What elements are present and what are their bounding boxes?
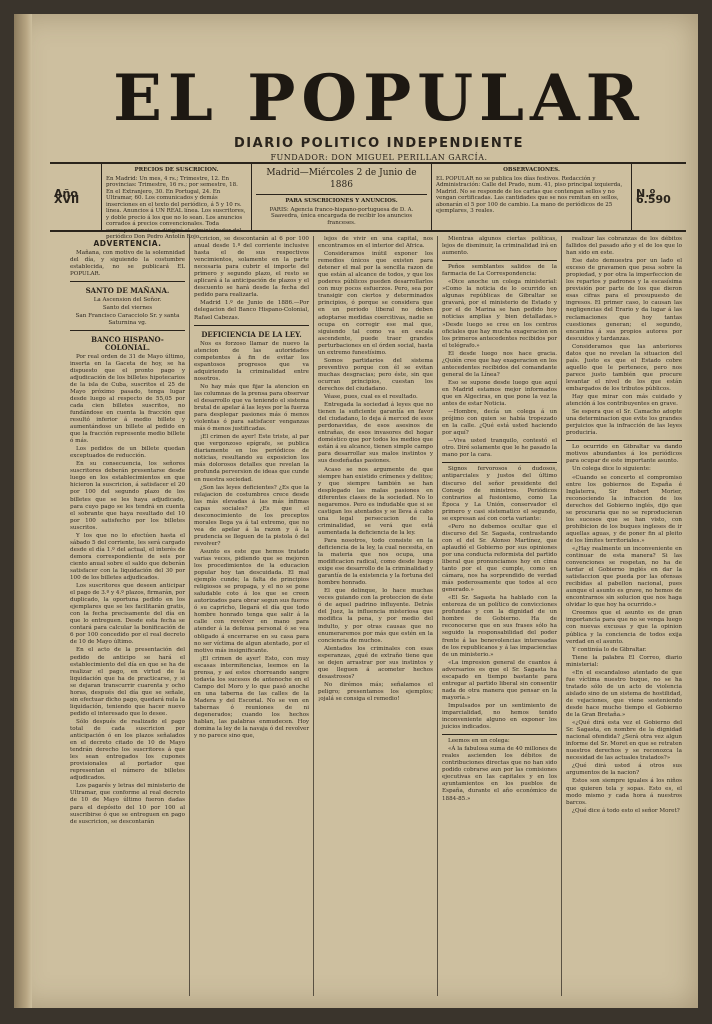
column-2	[190, 236, 314, 996]
article-paragraph: Para nosotros, todo consiste en la deficiencia de la ley, la cual necesita, en la materia que nos ocupa, una modificacion radical, como desde luego exige ese desarrollo de la criminalidad y garantía de la existencia y la fortuna del hombre honrado.	[318, 537, 433, 587]
agency-text: PARIS: Agencia franco-hispano-portuguesa de D. A. Saavedra, única encargada de recibir los anuncios franceses.	[269, 206, 414, 226]
article-paragraph: realizar las cobranzas de los débitos fallidos del pasado año y el de los que lo han sido en este.	[566, 236, 682, 257]
article-paragraph: Consideramos que las anteriores datos que no revelan la situacion del país. Justo es que el Estado cobre aquello que le pertenece, pero nos parece justo también que procure levantar el nivel de los que están embargados de los tributos públicos.	[566, 343, 682, 392]
article-paragraph: Alentados los criminales con esas esperanzas, ¿qué de extraño tiene que se dejen arrastrar por sus instintos y que lleguen á acometer hechos desastrosos?	[318, 645, 433, 680]
column-rule	[566, 440, 682, 441]
article-paragraph: «¿Hay realmente un inconveniente en continuar de esta manera? Si las convenciones se respetan, no ha de tardar el Gobierno inglés en dar la satisfaccion que pueda por las ofensas recibidas al pabellon nacional, pues aunque el asunto es grave, no hemos de encontrarnos sin solucion que nos haga olvidar lo que hoy ha ocurrido.»	[566, 545, 682, 609]
article-paragraph: El que delinque, lo hace muchas veces guiando con la proteccion de éste ó de aquel padrino influyente. Detrás del Juez, la influencia misteriosa que modifica la pena, y por medio del indulto, y por otras causas que no enumeraremos por más que estén en la conciencia de muchos.	[318, 588, 433, 644]
column-3	[314, 236, 438, 996]
article-paragraph: «¿Qué dirá esta vez el Gobierno del Sr. Sagasta, en nombre de la dignidad nacional ofendida? ¿Será otra vez algun informe del Sr. Moret en que se retraten nuestros derechos y se reconozca la necesidad de las actuales tratados?»	[566, 720, 682, 762]
article-paragraph: No dirémos más; señalamos el peligro; presentamos los ejemplos; ¡ojalá se consiga el remedio!	[318, 681, 433, 702]
centered-line: San Francisco Caracciolo Sr. y santa Saturnina vg.	[75, 313, 180, 327]
article-paragraph: Véase, pues, cual es el resultado.	[324, 394, 418, 401]
article-paragraph: —Hombre, decía un colega á un prójimo con quien se había tropezado en la calle. ¿Qué está usted haciendo por aquí?	[442, 409, 557, 437]
header-strip	[50, 162, 686, 240]
article-paragraph: Asunto es este que hemos tratado varias veces, pidiendo que se mejoren los procedimientos de la educacion popular hoy tan descuidada. El mal ejemplo cunde; la falta de principios religiosos se propaga, y el no se pone saludable coto á los que se creen autorizados para obrar segun sus fueros ó su capricho, llegará el día que todo hombre honrado tenga que salir á la calle con revolver en mano para atender á la defensa personal ó se vea obligado á encerrarse en su casa para no ser víctima de algun atentado, por el motivo más insignificante.	[194, 548, 309, 654]
section-heading: ADVERTENCIA.	[93, 239, 162, 248]
article-paragraph: El desde luego nos hace gracia. ¿Quién cree que hay exageracion en los antecedentes recibidos del comandante general de la Línea?	[442, 350, 557, 378]
article-paragraph: Los pedidos de un billete quedan exceptuados de reducción.	[70, 446, 185, 460]
article-paragraph: Hay que mirar con más cuidado y atención á los contribuyentes en grave.	[566, 394, 682, 408]
observations-title: OBSERVACIONES.	[503, 167, 560, 173]
article-paragraph: Sólo después de realizado el pago total de cada suscricion por anticipación ó en los plazos señalados en el decreto citado de 10 de Mayo tendrán derecho los suscritores á que les sean entregados los cupones provisionales al portador que representan el número de billetes adjudicados.	[70, 718, 185, 782]
article-heading: BANCO HISPANO-COLONIAL.	[91, 335, 164, 352]
masthead	[74, 61, 684, 162]
article-paragraph: ¡El crimen de ayer! Esto, con muy escasas intermitencias, leemos en la prensa, y así estos chorreando sangre todavía los sucesos de antenoche en el Campo del Moro y lo que pasó anoche en una taberna de las calles de la Madera y del Escorial. No se ven en tabernas ó reuniones de ni degenerados; cuando los hechos hablan, las palabras enmudecen. Hoy domina la ley de la navaja ó del revolver y no parece sino que,	[194, 655, 309, 740]
article-paragraph: Un colega dice lo siguiente:	[572, 466, 651, 473]
article-paragraph: «El Sr. Sagasta ha hablado con la entereza de un político de convicciones profundas y con la dignidad de un hombre de Gobierno. Ha de reconocerse que en sus frases sólo ha seguido la responsabilidad del poder frente á las benevolencias interesadas de los republicanos y á las impaciencias de un ministerio.»	[442, 595, 557, 658]
subscription-prices	[102, 164, 252, 240]
article-paragraph: ¿Qué dice á todo esto el señor Moret?	[572, 807, 680, 814]
article-paragraph: Y continúa lo de Gibraltar.	[572, 646, 647, 653]
article-paragraph: «La impresion general de cuantos á adversarios es que el Sr. Sagasta ha escapado en tiempo bastante para entregar al partido liberal sin consentir nada de otra manera que pensar en la mayoría.»	[442, 659, 557, 701]
article-paragraph: ¡El crimen de ayer! Este triste, al par que vergonzoso epígrafe, se publica diariamente en los periódicos de noticias, resultando su exposicion los más dolorosos detalles que revelan la profunda perversion de ideas que cunde en nuestra sociedad.	[194, 434, 309, 483]
article-heading: SANTO DE MAÑANA.	[85, 286, 170, 296]
article-paragraph: —Viva usted tranquilo, contestó el otro. Diré solamente que le he pasado la mano por la cara.	[442, 438, 557, 459]
observations	[432, 164, 632, 230]
article-columns	[66, 236, 686, 996]
column-rule	[70, 330, 185, 331]
article-paragraph: Estos son siempre iguales á los niños que quieren tela y sopas. Esto es, el modo mismo y cada hora á nuestros barcos.	[566, 778, 682, 806]
column-5	[562, 236, 686, 996]
newspaper-page	[14, 14, 698, 1008]
article-paragraph: Y los que no lo efectúen hasta el sábado 5 del corriente, les será cargado desde el día 1.º del actual, el interés de demora correspondiente de seis por ciento anual sobre el saldo que deberán satisfacer con la liquidación del 30 por 100 de los billetes adjudicados.	[70, 532, 185, 582]
article-paragraph: Signos fervorosos ó dudosos, antiparciales y justos del último discurso del señor presidente del Consejo de ministros. Periódicos contrarios al fusionismo, como La Época y La Unión, conservador el primero y casi sistematico el segundo, se expresan así con corta variante:	[442, 466, 557, 522]
article-paragraph: Consideramos inútil exponer los remedios únicos que existen para detener el mal por la sencilla razon de que están al alcance de todos, y que los poderes públicos pueden desarrollarlos con muy pocos esfuerzos. Pero, sea por transigir con ciertos y determinados principios, ó porque se considera que en un periodo liberal no deben adoptarse medidas coercitivas, nadie se ocupa en corregir ese mal que, siguiendo tal como va en escala ascendente, puede traer grandes perturbaciones en el órden social, hasta un extremo funestísimo.	[318, 251, 433, 356]
column-rule	[194, 325, 309, 326]
centered-line: La Ascension del Señor.	[93, 297, 162, 304]
centered-line: Santo del viernes	[102, 305, 153, 312]
article-paragraph: Los suscritores que deseen anticipar el pago de 3.º y 4.º plazos, firmarán, por duplicado, la oportuna pedido en los ejemplares que se les facilitarán gratis, con la fecha precisamente del día en que lo entreguen. Desde esta fecha se contará para calcular la bonificación de 6 por 100 concedido por el real decreto de 10 de Mayo último.	[70, 583, 185, 646]
article-paragraph: Mañana, con motivo de la solemnidad del día, y siguiendo la costumbre establecida, no se publicará EL POPULAR.	[70, 250, 185, 278]
article-paragraph: Somos partidarios del sistema preventivo porque con él se evitan muchas desgracias; pero éste, sin que ocurran principios, cuestan los derechos del ciudadano.	[318, 357, 433, 392]
column-rule	[442, 734, 557, 735]
article-paragraph: Acaso se nos argumente de que siempre han existido crímenes y delitos; y que siempre también se han desplegado las malas pasiones en diferentes clases de la sociedad. No lo negaremos. Pero es indudable que si se castigan los atentados y se lleva á cabo una legal persecucion de la criminalidad, se verá que está aumentada la deficiencia de la ley.	[318, 466, 433, 536]
column-rule	[70, 281, 185, 282]
subscription-text: En Madrid: Un mes, 4 rs.; Trimestre, 12. En provincias: Trimestre, 16 rs.; por semestre, 18. En el Extranjero, 30. En Portugal, 24. En Ultramar, 60. Los comunicados y demás inserciones en el texto del periódico, á 5 y 10 rs. línea. Anuncios á UN REAL línea. Los suscritores, y doble precio á los que no lo sean. Los anuncios corrados á precios convencionales. Toda correspondencia se dirigirá al administrador del periódico Don Pedro Antolín Rojo.	[106, 175, 246, 240]
article-paragraph: Madrid 1.º de Junio de 1886.—Por delegacion del Banco Hispano-Colonial, Rafael Cabezas.	[194, 300, 309, 321]
article-paragraph: ¿Son las leyes deficientes? ¿Es que la relajacion de costumbres crece desde las más elevadas á las más ínfimas capas sociales? ¿Es que el desconocimiento de los preceptos morales llega ya á tal extremo, que no vea de apelar á la razon y á la prudencia se lleguen de la pistola ó del revolver?	[194, 484, 309, 547]
newspaper-subtitle: DIARIO POLITICO INDEPENDIENTE	[234, 136, 524, 151]
article-paragraph: Mientras algunos ciertas políticas, lejos de disminuir, la criminalidad irá en aumento.	[442, 236, 557, 257]
article-paragraph: Impulsados por un sentimiento de imparcialidad, no hemos tenido inconveniente alguno en exponer los juicios indicados.	[442, 702, 557, 731]
article-paragraph: Ese dato demuestra por un lado el exceso de gravamen que pesa sobre la propiedad, y por otra la imperfeccion de los repartos y padrones y la escasísima previsión por parte de los que dieron esas cifras para el presupuesto de ingresos. El primer caso, lo causan las negligencias del Erario y da lugar á las reclamaciones que hoy tantas cuestiones generan; el segundo, encamina á sus propios autores por descuidos y tardanzas.	[566, 258, 682, 342]
article-paragraph: cricion, se descontarán al 6 por 100 anual desde 1.º del corriente inclusive hasta el de sus respectivos vencimientos, solamente en la parte necesaria para cubrir el importe del primero y segundo plazo, el resto se aplicará á la anticipación de plazos y el descuento se hará desde la fecha del pedido para realizarla.	[194, 236, 309, 299]
article-paragraph: «Pero no debemos ocultar que el discurso del Sr. Sagasta, contrastando con el del Sr. Alonso Martínez, que aplaudió el Gobierno por sus opiniones por una conducta reformista del partido liberal que pronunciamos hoy en cima tanto por el que cumple, como en cámara, nos ha sorprendido de verdad más poderosamente que todos al eco generado.»	[442, 523, 557, 594]
article-heading: DEFICIENCIA DE LA LEY.	[201, 329, 302, 339]
issue-number: N.º 6.590	[636, 186, 671, 206]
article-paragraph: ¿Qué dirá usted á otros sus argumentos de la nacion?	[566, 763, 682, 777]
column-4	[438, 236, 562, 996]
newspaper-founder: FUNDADOR: DON MIGUEL PERILLAN GARCÍA.	[270, 153, 488, 162]
subscription-title: PRECIOS DE SUSCRICION.	[134, 167, 219, 173]
article-paragraph: lejos de vivir en una capital, nos encontramos en el interior del Africa.	[318, 236, 433, 250]
article-paragraph: En su consecuencia, los señores suscritores deberán presentarse desde luego en los establecimientos en que hicieron la suscricion, á satisfacer el 20 por 100 del segundo plazo de los billetes que se les haya adjudicado, para cuyo pago se les tendrá en cuenta el sobrante que haya resultado del 10 por 100 satisfecho por los billetes suscritos.	[70, 461, 185, 531]
article-paragraph: Se espera que el Sr. Camacho adopte una determinacion que evite los grandes perjuicios que la infracción de las leyes produciría.	[566, 409, 682, 437]
article-paragraph: «Dice anoche un colega ministerial: »Como la noticia de lo ocurrido en algunas repúblicas de Gibraltar se gravará, por el ministerio de Estado y por el de Marina se han pedido hoy noticias amplias y bien detalladas.» »Desde luego se cree en los centros oficiales que hay mucha exageracion en los primeros antecedentes recibidos por el telégrafo.»	[442, 279, 557, 349]
agency-title: PARA SUSCRICIONES Y ANUNCIOS.	[285, 198, 398, 204]
article-paragraph: Nos es forzoso llamar de nuevo la atencion de las autoridades competentes á fin de evitar los espantosos progresos que va adquiriendo la criminalidad entre nosotros.	[194, 340, 309, 382]
article-paragraph: «En el escandaloso atentado de que fue víctima nuestro buque, no se ha tratado sólo de un acto de violencia aislado sino de un sistema de hostilidad, de vejaciones, que viene sosteniendo desde hace mucho tiempo el Gobierno de la Gran Bretaña.»	[566, 669, 682, 719]
observations-text: EL POPULAR no se publica los días festivos. Redacción y Administración: Calle del Prado, num. 41, piso principal izquierda, Madrid. No se responde de los cartas que contengan sellos y no vengan certificadas. Las cantidades que se nos remitan en sellos, abonarán el 5 por 100 de cambio. La mano de periódicos de 25 ejemplares, 3 reales.	[436, 175, 623, 214]
article-paragraph: Tiene la palabra El Correo, diario ministerial:	[566, 654, 682, 668]
article-paragraph: Creemos que el asunto es de gran importancia para que no se venga luego con nuevas excusas y que la opinion pública y la conciencia de todos exija verdad en el asunto.	[566, 610, 682, 645]
column-1	[66, 236, 190, 996]
article-paragraph: Entregada la sociedad á leyes que no tienen la suficiente garantía en favor del ciudadano, lo deja á merced de esos perdonavidas, de esos asesinos de entrañas, de esos invasores del hogar doméstico que por todos los medios que están á su alcance, tienen simple campo para desarrollar sus malos instintos y sus desdeñadas pasiones.	[318, 402, 433, 465]
article-paragraph: Por real orden de 31 de Mayo último, inserta en la Gaceta de hoy, se ha dispuesto que el pronto pago y adjudicación de los billetes hipotecarios de la isla de Cuba, suscritos el 25 de Mayo próximo pasado, tenga lugar desde luego al respecto de 55,05 por cada cien billetes suscritos, no fundándose en cuenta la fracción que resultó inferior á medio billete y aumentándose un billete al pedido en que la fracción represente medio billete ó más.	[70, 353, 185, 445]
column-rule	[442, 462, 557, 463]
article-paragraph: En el acto de la presentación del pedido de anticipo se hará el establecimiento del día en que se ha de realizar el pago, en virtud de la liquidación que ha de practicarse, y si se dejaran transcurrir cuarenta y ocho horas, después del día que se señale, sin efectuar dicho pago, quedará nula la liquidación, teniendo que hacer nuevo pedido el interesado que lo desee.	[70, 647, 185, 717]
article-paragraph: «Á la fabulosa suma de 40 millones de reales ascienden los débitos de contribuciones directas que no han sido podido cobrarse aun por las comisiones ejecutivas en las capitales y en los ayuntamientos en los pueblos de España, durante el año económico de 1884-85.»	[442, 746, 557, 802]
page-binding	[14, 14, 32, 1008]
column-rule	[442, 260, 557, 261]
article-paragraph: No hay más que fijar la atencion en las columnas de la prensa para observar el desarrollo que va teniendo el sistema brutal de apelar á las leyes por la fuerza para desplegar pasiones más ó menos violentas ó para satisfacer venganzas más ó menos justificadas.	[194, 383, 309, 433]
article-paragraph: «Cuando se concerto el compromiso entre los gobiernos de España é Inglaterra, Sir Robert Morier, reconociendo la infraccion de los derechos del Gobierno inglés, dijo que se procuraria que no se reproducieran los sucesos que se han visto, con prohibicion de los buques ingleses de ir aquellas aguas, y de poner fin al pleito de los límites territoriales.»	[566, 474, 682, 544]
year-label: Año XVII	[50, 164, 102, 230]
newspaper-title: EL POPULAR	[113, 61, 645, 136]
subscription-agency	[252, 164, 432, 230]
article-paragraph: Lo ocurrido en Gibraltar va dando motivos abundantes á los periódicos para ocupar de este importante asunto.	[566, 444, 682, 465]
article-paragraph: Eso se supone desde luego que aquí en Madrid estamos mejor informados que en Algeciras, en que pone la vez la antes de estar Noticia.	[442, 379, 557, 408]
issue-date: Madrid—Miércoles 2 de Junio de 1886	[256, 167, 427, 195]
article-paragraph: Los pagarés y letras del ministerio de Ultramar, que conforme al real decreto de 10 de Mayo último fueron dadas para el depósito del 10 por 100 al suscribirse ó que se entreguen en pago de suscricion, se descontarán	[70, 783, 185, 825]
article-paragraph: Leemos en un colega:	[448, 738, 510, 745]
article-paragraph: Peños semblantes salidos de la farmacia de La Correspondencia:	[442, 264, 557, 278]
